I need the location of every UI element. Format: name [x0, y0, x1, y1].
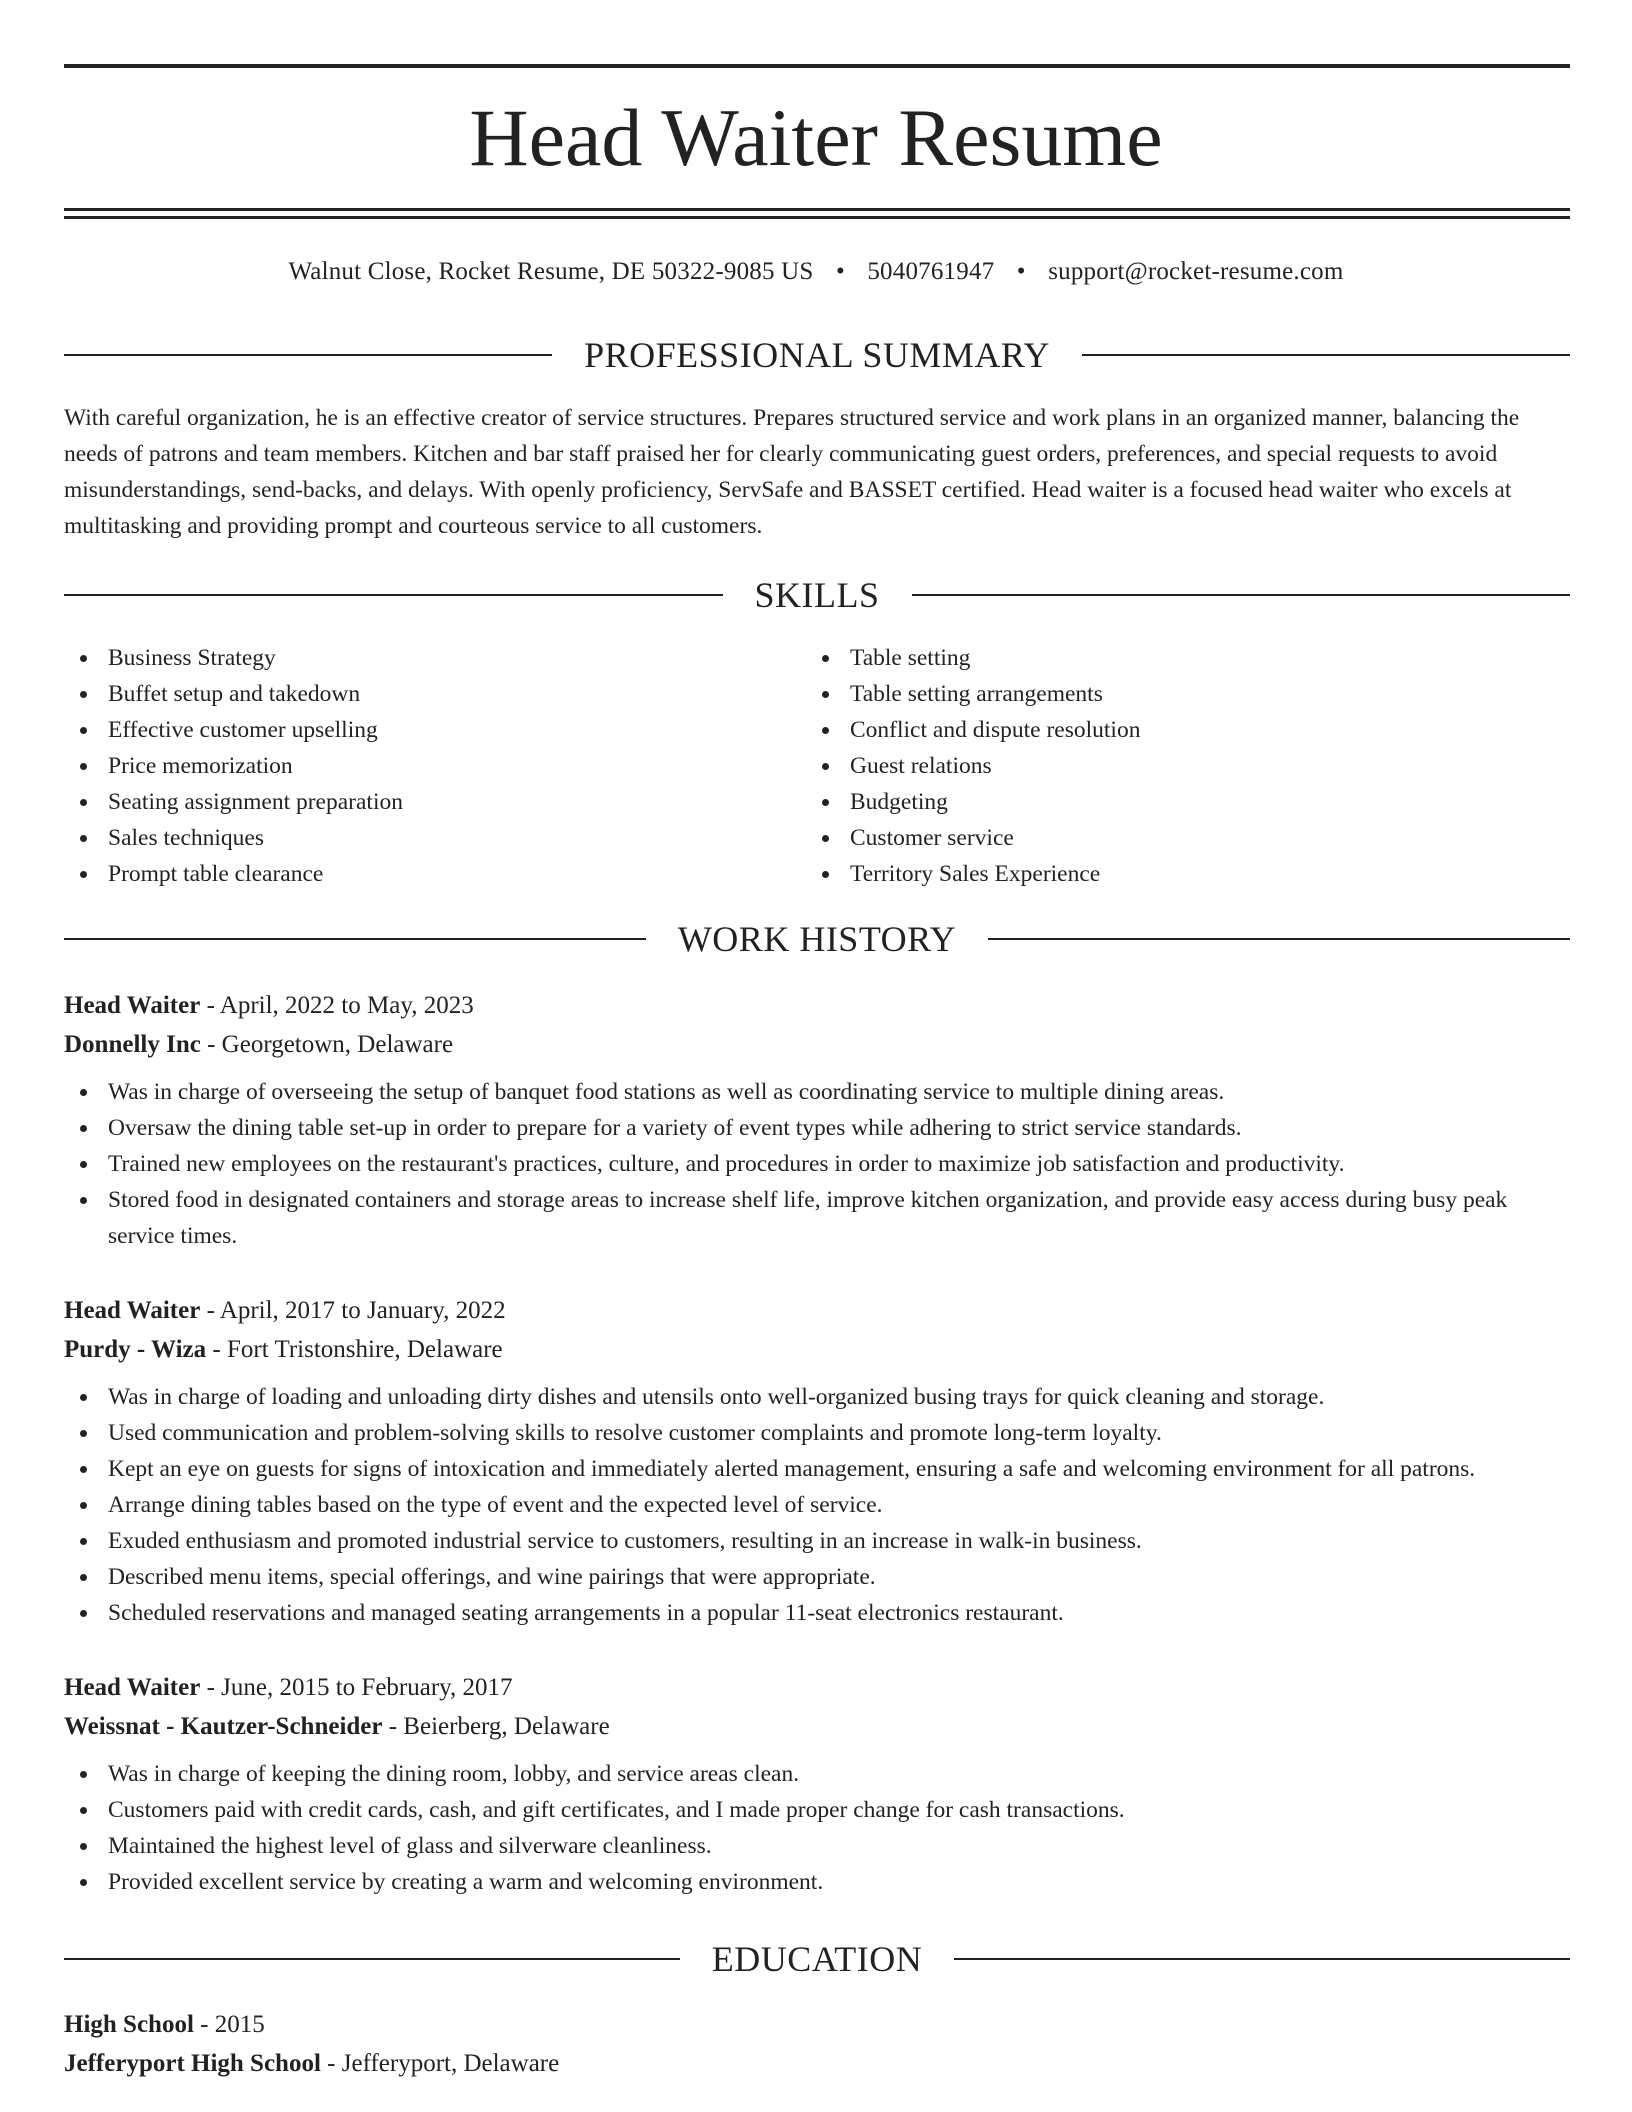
contact-email[interactable]: support@rocket-resume.com	[1048, 258, 1344, 285]
job-title-line	[64, 986, 1570, 1025]
skill-item: Sales techniques	[64, 820, 764, 856]
job-duty-item: Scheduled reservations and managed seating arrangements in a popular 11-seat electronics restaurant.	[64, 1595, 1570, 1631]
job-company: Weissnat - Kautzer-Schneider	[64, 1713, 383, 1740]
education-entry	[64, 2005, 1570, 2083]
title-rule-lower	[64, 216, 1570, 219]
skill-item: Price memorization	[64, 748, 764, 784]
skill-item: Budgeting	[806, 784, 1506, 820]
heading-rule	[64, 1958, 680, 1960]
skill-item: Business Strategy	[64, 640, 764, 676]
heading-rule	[988, 938, 1570, 940]
skills-list	[806, 640, 1506, 892]
heading-rule	[64, 594, 723, 596]
skill-item: Guest relations	[806, 748, 1506, 784]
title-rule-upper	[64, 208, 1570, 211]
heading-rule	[64, 938, 646, 940]
bullet-separator: •	[1016, 258, 1026, 285]
job-duty-item: Arrange dining tables based on the type of event and the expected level of service.	[64, 1487, 1570, 1523]
job-title-line	[64, 1668, 1570, 1707]
job-duties-list	[64, 1379, 1570, 1631]
section-heading-summary	[64, 333, 1570, 377]
job-company: Donnelly Inc	[64, 1031, 201, 1058]
job-title-line	[64, 1291, 1570, 1330]
job-duty-item: Was in charge of overseeing the setup of banquet food stations as well as coordinating service to multiple dining areas.	[64, 1074, 1570, 1110]
job-duty-item: Was in charge of keeping the dining room, lobby, and service areas clean.	[64, 1756, 1570, 1792]
job-duty-item: Oversaw the dining table set-up in order to prepare for a variety of event types while adhering to strict service standards.	[64, 1110, 1570, 1146]
education-school: Jefferyport High School	[64, 2050, 321, 2077]
job-entry	[64, 1668, 1570, 1900]
job-duties-list	[64, 1074, 1570, 1254]
contact-phone: 5040761947	[867, 258, 995, 285]
section-heading-skills	[64, 573, 1570, 617]
skill-item: Table setting arrangements	[806, 676, 1506, 712]
job-duty-item: Kept an eye on guests for signs of intoxication and immediately alerted management, ensuring a safe and welcoming environment for all patrons.	[64, 1451, 1570, 1487]
skill-item: Table setting	[806, 640, 1506, 676]
section-title: WORK HISTORY	[677, 919, 957, 959]
job-entry	[64, 986, 1570, 1254]
contact-line	[0, 254, 1632, 290]
skill-item: Seating assignment preparation	[64, 784, 764, 820]
job-duty-item: Maintained the highest level of glass and silverware cleanliness.	[64, 1828, 1570, 1864]
job-duty-item: Was in charge of loading and unloading dirty dishes and utensils onto well-organized busing trays for quick cleaning and storage.	[64, 1379, 1570, 1415]
job-dates: - April, 2022 to May, 2023	[200, 992, 474, 1019]
job-company-line	[64, 1025, 1570, 1064]
section-title: SKILLS	[754, 575, 880, 615]
job-dates: - April, 2017 to January, 2022	[200, 1297, 506, 1324]
section-title: EDUCATION	[711, 1939, 923, 1979]
education-degree-line	[64, 2005, 1570, 2044]
job-duty-item: Described menu items, special offerings, and wine pairings that were appropriate.	[64, 1559, 1570, 1595]
job-dates: - June, 2015 to February, 2017	[200, 1674, 513, 1701]
heading-rule	[954, 1958, 1570, 1960]
skills-list	[64, 640, 764, 892]
job-role: Head Waiter	[64, 1674, 201, 1701]
job-location: - Georgetown, Delaware	[200, 1031, 454, 1058]
summary-text: With careful organization, he is an effective creator of service structures. Prepares structured service and work plans in an organized manner, balancing the needs of patrons and team members. Kitchen and bar staff praised her for clearly communicating guest orders, preferences, and special requests to avoid misunderstandings, send-backs, and delays. With openly proficiency, ServSafe and BASSET certified. Head waiter is a focused head waiter who excels at multitasking and providing prompt and courteous service to all customers.	[64, 405, 1520, 539]
job-location: - Beierberg, Delaware	[382, 1713, 610, 1740]
top-rule	[64, 64, 1570, 68]
skill-item: Territory Sales Experience	[806, 856, 1506, 892]
heading-rule	[1082, 354, 1570, 356]
section-heading-work-history	[64, 917, 1570, 961]
contact-address: Walnut Close, Rocket Resume, DE 50322-9085 US	[288, 258, 814, 285]
job-role: Head Waiter	[64, 1297, 201, 1324]
job-duty-item: Trained new employees on the restaurant's practices, culture, and procedures in order to maximize job satisfaction and productivity.	[64, 1146, 1570, 1182]
section-title: PROFESSIONAL SUMMARY	[584, 335, 1050, 375]
heading-rule	[912, 594, 1571, 596]
job-duty-item: Stored food in designated containers and storage areas to increase shelf life, improve kitchen organization, and provide easy access during busy peak service times.	[64, 1182, 1570, 1254]
heading-rule	[64, 354, 552, 356]
education-school-line	[64, 2044, 1570, 2083]
section-heading-education	[64, 1937, 1570, 1981]
job-duties-list	[64, 1756, 1570, 1900]
skill-item: Customer service	[806, 820, 1506, 856]
job-entry	[64, 1291, 1570, 1631]
job-duty-item: Provided excellent service by creating a warm and welcoming environment.	[64, 1864, 1570, 1900]
skills-column-right	[806, 640, 1506, 892]
job-location: - Fort Tristonshire, Delaware	[206, 1336, 503, 1363]
skill-item: Buffet setup and takedown	[64, 676, 764, 712]
job-duty-item: Customers paid with credit cards, cash, and gift certificates, and I made proper change for cash transactions.	[64, 1792, 1570, 1828]
education-year: - 2015	[193, 2011, 265, 2038]
job-company-line	[64, 1707, 1570, 1746]
job-role: Head Waiter	[64, 992, 201, 1019]
job-company: Purdy - Wiza	[64, 1336, 207, 1363]
resume-title: Head Waiter Resume	[469, 92, 1163, 183]
skill-item: Effective customer upselling	[64, 712, 764, 748]
job-duty-item: Exuded enthusiasm and promoted industrial service to customers, resulting in an increase in walk-in business.	[64, 1523, 1570, 1559]
bullet-separator: •	[835, 258, 845, 285]
skills-column-left	[64, 640, 764, 892]
job-company-line	[64, 1330, 1570, 1369]
job-duty-item: Used communication and problem-solving skills to resolve customer complaints and promote long-term loyalty.	[64, 1415, 1570, 1451]
skill-item: Conflict and dispute resolution	[806, 712, 1506, 748]
skill-item: Prompt table clearance	[64, 856, 764, 892]
education-location: - Jefferyport, Delaware	[320, 2050, 560, 2077]
education-degree: High School	[64, 2011, 194, 2038]
